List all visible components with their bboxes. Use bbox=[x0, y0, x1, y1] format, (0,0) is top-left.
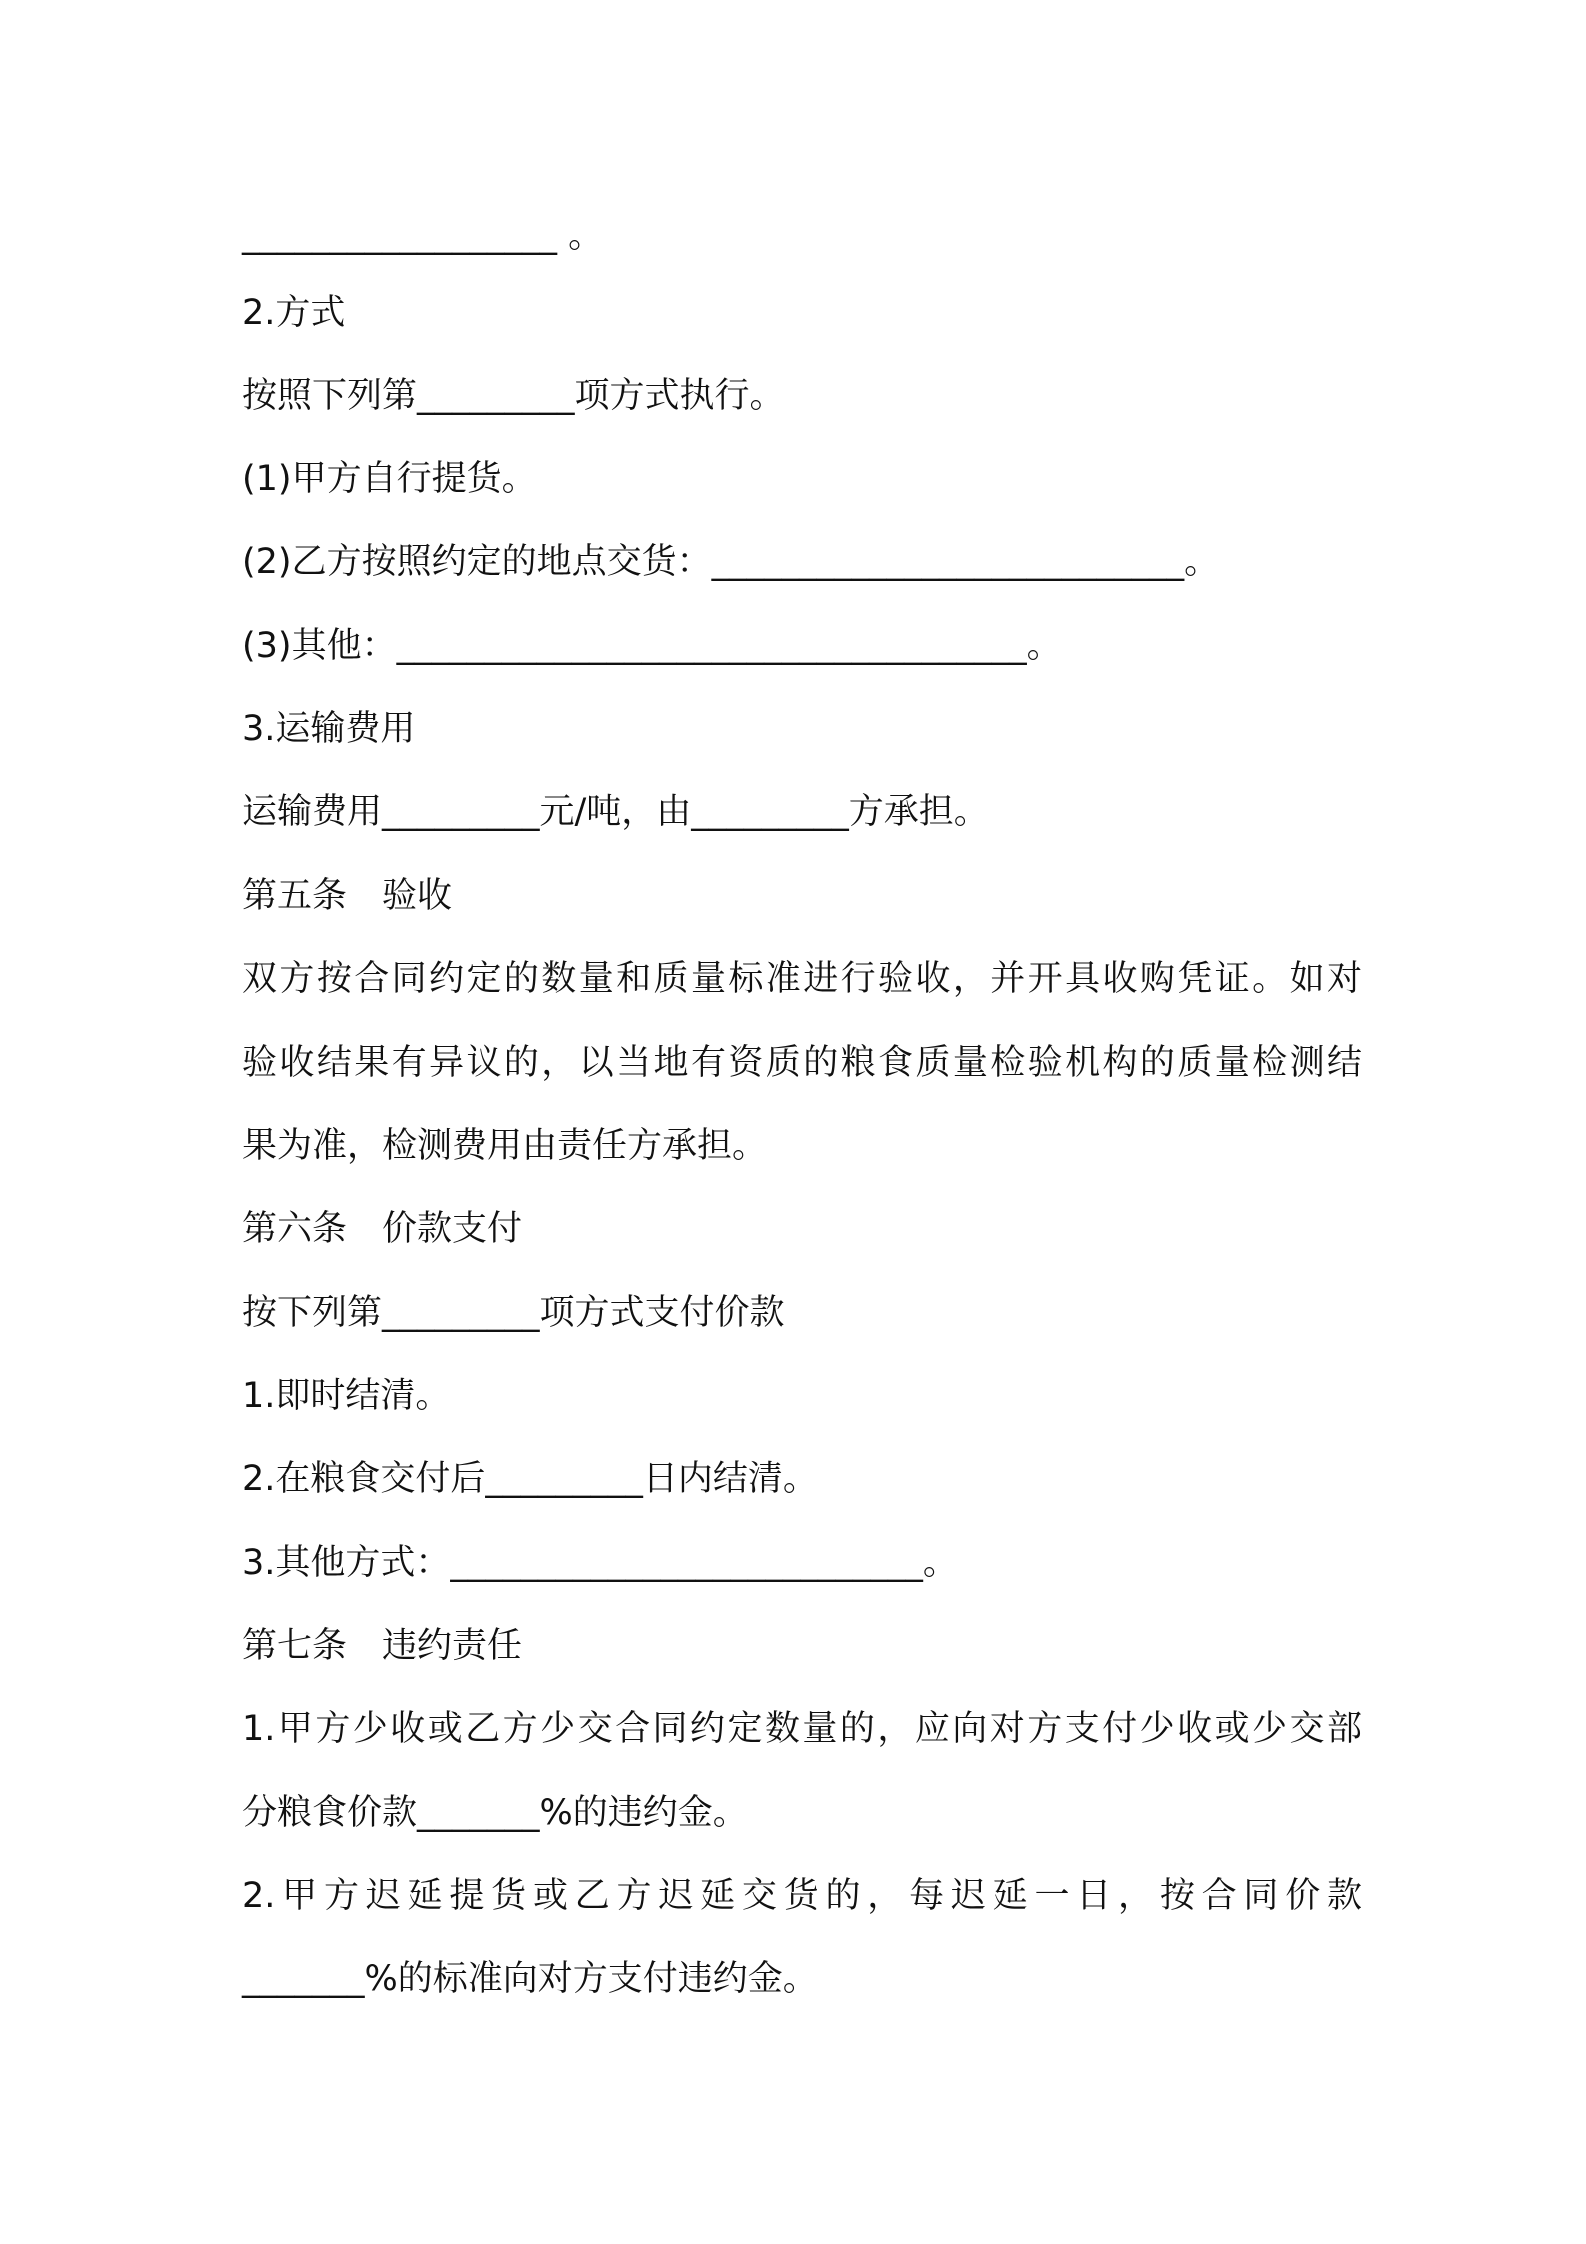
paragraph-line: 2.甲方迟延提货或乙方迟延交货的，每迟延一日，按合同价款 bbox=[242, 1876, 1362, 1916]
section-heading-transport-fee: 3.运输费用 bbox=[242, 709, 416, 749]
blank-line-end: __________________ 。 bbox=[242, 216, 604, 256]
paragraph-line: 1.甲方少收或乙方少交合同约定数量的，应向对方支付少收或少交部 bbox=[242, 1709, 1362, 1749]
paragraph: 运输费用_________元/吨，由_________方承担。 bbox=[242, 792, 989, 832]
article-heading: 第七条 违约责任 bbox=[242, 1626, 523, 1666]
section-heading-method: 2.方式 bbox=[242, 293, 346, 333]
list-item: (3)其他：____________________________________。 bbox=[242, 626, 1062, 666]
paragraph: 按下列第_________项方式支付价款 bbox=[242, 1293, 785, 1333]
paragraph-line: 验收结果有异议的，以当地有资质的粮食质量检验机构的质量检测结 bbox=[242, 1043, 1362, 1083]
list-item: 1.即时结清。 bbox=[242, 1376, 451, 1416]
article-heading: 第五条 验收 bbox=[242, 876, 453, 916]
list-item: (1)甲方自行提货。 bbox=[242, 459, 537, 499]
paragraph-line: 果为准，检测费用由责任方承担。 bbox=[242, 1126, 768, 1166]
paragraph-line: _______%的标准向对方支付违约金。 bbox=[242, 1959, 818, 1999]
list-item: 2.在粮食交付后_________日内结清。 bbox=[242, 1459, 818, 1499]
paragraph-line: 分粮食价款_______%的违约金。 bbox=[242, 1793, 748, 1833]
article-heading: 第六条 价款支付 bbox=[242, 1209, 523, 1249]
list-item: 3.其他方式：___________________________。 bbox=[242, 1543, 958, 1583]
list-item: (2)乙方按照约定的地点交货：___________________________。 bbox=[242, 542, 1220, 582]
paragraph: 按照下列第_________项方式执行。 bbox=[242, 376, 785, 416]
paragraph-line: 双方按合同约定的数量和质量标准进行验收，并开具收购凭证。如对 bbox=[242, 959, 1362, 999]
